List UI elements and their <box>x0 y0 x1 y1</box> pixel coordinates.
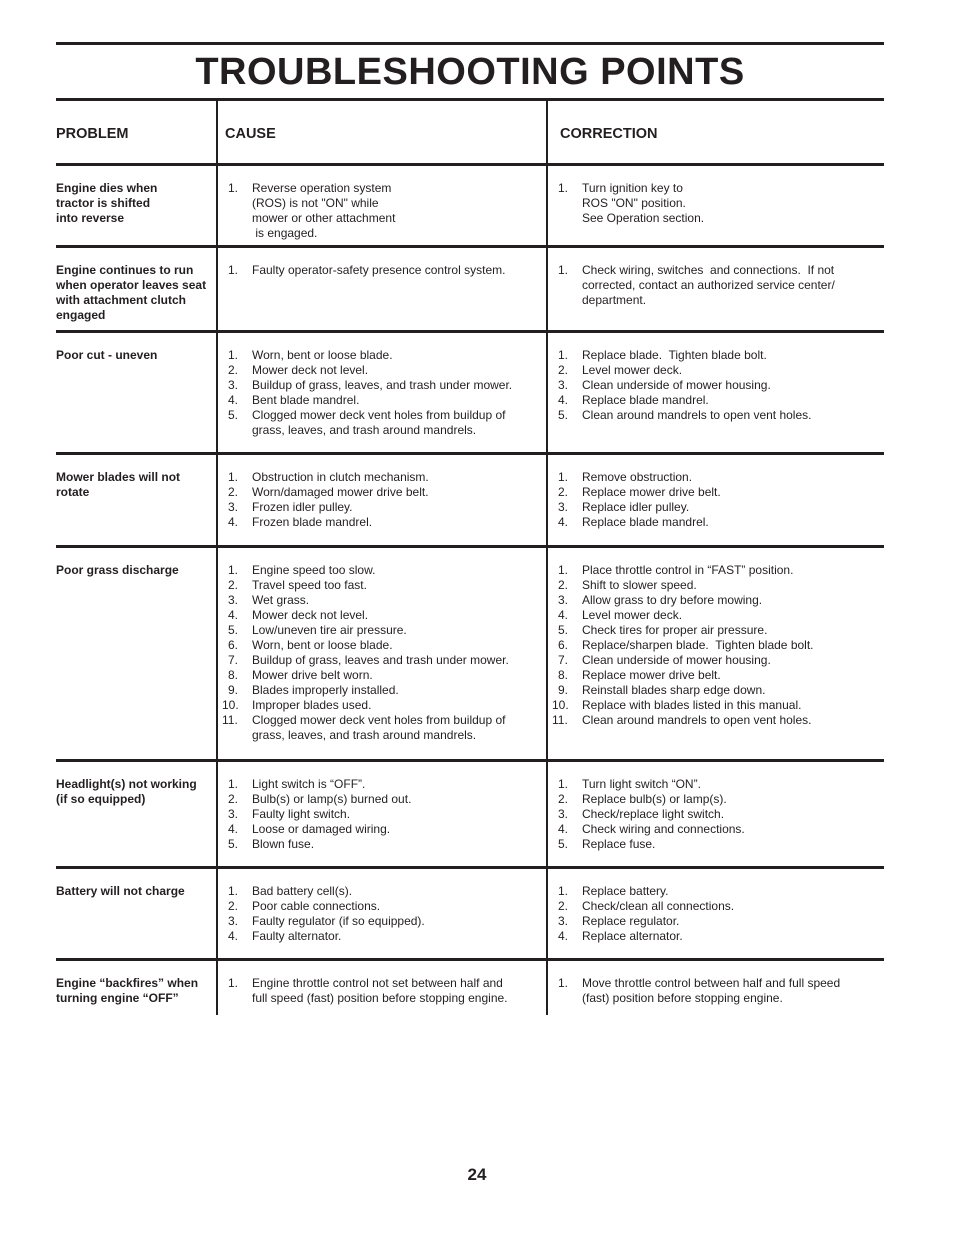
item-number: 6. <box>558 638 569 652</box>
item-text: Check wiring and connections. <box>582 822 745 836</box>
item-number: 1. <box>228 348 239 362</box>
cause-item <box>222 363 540 378</box>
item-text: Replace alternator. <box>582 929 683 943</box>
correction-item <box>552 899 880 914</box>
correction-item <box>552 713 880 728</box>
item-number: 4. <box>228 515 239 529</box>
item-text: Mower drive belt worn. <box>252 668 373 682</box>
item-text: Frozen blade mandrel. <box>252 515 373 529</box>
correction-item <box>552 668 880 683</box>
cause-cell-list <box>222 263 540 278</box>
item-text: Replace mower drive belt. <box>582 668 721 682</box>
item-text: Clean around mandrels to open vent holes. <box>582 713 812 727</box>
item-text: Worn, bent or loose blade. <box>252 638 393 652</box>
item-number: 8. <box>228 668 239 682</box>
item-text: Improper blades used. <box>252 698 372 712</box>
correction-item <box>552 623 880 638</box>
correction-cell-list <box>552 976 880 1006</box>
cause-item <box>222 653 540 668</box>
correction-item <box>552 593 880 608</box>
item-number: 3. <box>558 593 569 607</box>
item-number: 2. <box>228 578 239 592</box>
problem-cell <box>56 961 216 1015</box>
table-header-row <box>56 98 884 166</box>
item-number: 2. <box>228 899 239 913</box>
item-text: Replace blade mandrel. <box>582 393 709 407</box>
item-number: 3. <box>558 378 569 392</box>
cause-item <box>222 837 540 852</box>
cause-item <box>222 608 540 623</box>
page-title: TROUBLESHOOTING POINTS <box>195 51 745 93</box>
item-text: Faulty regulator (if so equipped). <box>252 914 425 928</box>
cause-cell-list <box>222 976 540 1006</box>
correction-cell <box>548 333 884 452</box>
item-number: 11. <box>552 713 568 727</box>
table-row <box>56 869 884 961</box>
item-text: Faulty alternator. <box>252 929 342 943</box>
correction-item <box>552 837 880 852</box>
item-text: Replace bulb(s) or lamp(s). <box>582 792 727 806</box>
cause-item <box>222 976 540 1006</box>
item-number: 3. <box>228 593 239 607</box>
correction-item <box>552 807 880 822</box>
item-text: Wet grass. <box>252 593 310 607</box>
problem-cell <box>56 248 216 330</box>
item-text: Buildup of grass, leaves and trash under mower. <box>252 653 509 667</box>
cause-item <box>222 713 540 743</box>
cause-item <box>222 638 540 653</box>
correction-cell <box>548 166 884 245</box>
item-number: 8. <box>558 668 569 682</box>
item-number: 5. <box>228 837 239 851</box>
item-number: 2. <box>228 363 239 377</box>
problem-cell <box>56 548 216 759</box>
item-number: 2. <box>228 792 239 806</box>
correction-cell <box>548 961 884 1015</box>
correction-cell-list <box>552 470 880 530</box>
item-text: Clean underside of mower housing. <box>582 653 771 667</box>
item-number: 2. <box>558 363 569 377</box>
item-number: 1. <box>558 181 569 195</box>
cause-cell <box>216 248 548 330</box>
item-text: Mower deck not level. <box>252 608 369 622</box>
problem-cell <box>56 333 216 452</box>
correction-cell-list <box>552 777 880 852</box>
item-number: 1. <box>228 181 239 195</box>
item-number: 1. <box>558 563 569 577</box>
item-number: 2. <box>558 578 569 592</box>
correction-item <box>552 914 880 929</box>
item-number: 1. <box>558 470 569 484</box>
item-number: 1. <box>558 976 569 990</box>
correction-item <box>552 470 880 485</box>
cause-cell <box>216 333 548 452</box>
item-number: 1. <box>558 884 569 898</box>
cause-item <box>222 623 540 638</box>
cause-item <box>222 884 540 899</box>
item-text: Engine throttle control not set between half and full speed (fast) position before stopping engine. <box>252 976 508 1005</box>
cause-item <box>222 807 540 822</box>
item-number: 9. <box>558 683 569 697</box>
correction-item <box>552 515 880 530</box>
cause-item <box>222 515 540 530</box>
item-text: Buildup of grass, leaves, and trash under mower. <box>252 378 513 392</box>
item-number: 4. <box>558 515 569 529</box>
correction-item <box>552 683 880 698</box>
problem-text: Mower blades will not rotate <box>56 470 181 499</box>
item-number: 1. <box>228 563 239 577</box>
item-text: Loose or damaged wiring. <box>252 822 391 836</box>
problem-text: Engine dies when tractor is shifted into reverse <box>56 181 158 225</box>
item-text: Remove obstruction. <box>582 470 693 484</box>
cause-item <box>222 181 540 241</box>
item-text: Turn ignition key to ROS "ON" position. See Operation section. <box>582 181 705 225</box>
item-number: 6. <box>228 638 239 652</box>
item-number: 2. <box>558 899 569 913</box>
item-text: Replace/sharpen blade. Tighten blade bolt. <box>582 638 814 652</box>
cause-item <box>222 485 540 500</box>
correction-item <box>552 884 880 899</box>
correction-cell <box>548 548 884 759</box>
cause-cell <box>216 166 548 245</box>
item-number: 1. <box>558 263 569 277</box>
correction-item <box>552 578 880 593</box>
cause-item <box>222 822 540 837</box>
correction-item <box>552 500 880 515</box>
correction-item <box>552 563 880 578</box>
item-number: 3. <box>228 378 239 392</box>
table-row <box>56 762 884 869</box>
cause-item <box>222 393 540 408</box>
item-number: 4. <box>558 393 569 407</box>
correction-item <box>552 393 880 408</box>
item-text: Level mower deck. <box>582 363 683 377</box>
correction-item <box>552 929 880 944</box>
header-cause: CAUSE <box>216 101 548 163</box>
item-number: 1. <box>228 263 239 277</box>
item-text: Low/uneven tire air pressure. <box>252 623 407 637</box>
cause-item <box>222 578 540 593</box>
problem-text: Headlight(s) not working (if so equipped) <box>56 777 197 806</box>
item-text: Light switch is “OFF”. <box>252 777 366 791</box>
cause-item <box>222 668 540 683</box>
table-row <box>56 548 884 762</box>
item-text: Check/clean all connections. <box>582 899 735 913</box>
item-text: Level mower deck. <box>582 608 683 622</box>
item-number: 1. <box>228 884 239 898</box>
correction-item <box>552 485 880 500</box>
item-text: Worn/damaged mower drive belt. <box>252 485 429 499</box>
problem-text: Battery will not charge <box>56 884 185 898</box>
troubleshooting-table <box>56 98 884 1015</box>
item-number: 1. <box>228 777 239 791</box>
problem-cell <box>56 762 216 866</box>
item-number: 1. <box>558 348 569 362</box>
problem-cell <box>56 166 216 245</box>
correction-item <box>552 638 880 653</box>
correction-cell-list <box>552 348 880 423</box>
item-text: Reverse operation system (ROS) is not "ON" while mower or other attachment is engaged. <box>252 181 396 240</box>
item-number: 4. <box>228 608 239 622</box>
cause-item <box>222 899 540 914</box>
item-number: 7. <box>558 653 569 667</box>
header-correction: CORRECTION <box>560 126 658 142</box>
correction-cell <box>548 248 884 330</box>
item-text: Move throttle control between half and full speed (fast) position before stopping engine. <box>582 976 841 1005</box>
cause-cell-list <box>222 470 540 530</box>
cause-cell-list <box>222 563 540 743</box>
correction-item <box>552 822 880 837</box>
problem-cell <box>56 869 216 958</box>
item-text: Obstruction in clutch mechanism. <box>252 470 429 484</box>
cause-cell-list <box>222 777 540 852</box>
item-number: 7. <box>228 653 239 667</box>
title-top-rule <box>56 42 884 45</box>
item-text: Check tires for proper air pressure. <box>582 623 768 637</box>
item-number: 3. <box>558 500 569 514</box>
item-number: 2. <box>558 485 569 499</box>
item-number: 4. <box>228 393 239 407</box>
correction-item <box>552 408 880 423</box>
correction-item <box>552 698 880 713</box>
item-text: Worn, bent or loose blade. <box>252 348 393 362</box>
item-text: Check/replace light switch. <box>582 807 725 821</box>
cause-cell-list <box>222 181 540 241</box>
cause-cell <box>216 869 548 958</box>
item-number: 3. <box>558 914 569 928</box>
item-text: Mower deck not level. <box>252 363 369 377</box>
table-row <box>56 961 884 1015</box>
cause-item <box>222 563 540 578</box>
cause-cell <box>216 455 548 545</box>
item-text: Frozen idler pulley. <box>252 500 353 514</box>
cause-item <box>222 777 540 792</box>
item-text: Bulb(s) or lamp(s) burned out. <box>252 792 412 806</box>
item-number: 2. <box>558 792 569 806</box>
cause-cell <box>216 961 548 1015</box>
cause-item <box>222 914 540 929</box>
cause-item <box>222 263 540 278</box>
cause-item <box>222 408 540 438</box>
item-number: 2. <box>228 485 239 499</box>
item-number: 5. <box>558 623 569 637</box>
correction-cell <box>548 455 884 545</box>
problem-text: Poor grass discharge <box>56 563 179 577</box>
table-row <box>56 455 884 548</box>
item-number: 5. <box>228 408 239 422</box>
correction-item <box>552 181 880 226</box>
item-text: Clogged mower deck vent holes from buildup of grass, leaves, and trash around mandrels. <box>252 408 506 437</box>
correction-item <box>552 976 880 1006</box>
cause-item <box>222 348 540 363</box>
item-number: 4. <box>558 822 569 836</box>
cause-item <box>222 929 540 944</box>
item-number: 4. <box>228 822 239 836</box>
item-number: 4. <box>558 608 569 622</box>
correction-cell-list <box>552 884 880 944</box>
item-number: 3. <box>228 807 239 821</box>
item-number: 5. <box>558 408 569 422</box>
item-text: Clean underside of mower housing. <box>582 378 771 392</box>
item-text: Replace mower drive belt. <box>582 485 721 499</box>
correction-item <box>552 792 880 807</box>
item-text: Bent blade mandrel. <box>252 393 360 407</box>
table-row <box>56 166 884 248</box>
cause-cell-list <box>222 884 540 944</box>
item-number: 1. <box>558 777 569 791</box>
item-text: Allow grass to dry before mowing. <box>582 593 763 607</box>
problem-text: Poor cut - uneven <box>56 348 158 362</box>
correction-item <box>552 263 880 308</box>
item-text: Replace idler pulley. <box>582 500 690 514</box>
cause-item <box>222 698 540 713</box>
item-number: 4. <box>228 929 239 943</box>
item-number: 3. <box>228 500 239 514</box>
header-problem: PROBLEM <box>56 126 129 142</box>
problem-text: Engine continues to run when operator leaves seat with attachment clutch engaged <box>56 263 207 322</box>
item-text: Travel speed too fast. <box>252 578 367 592</box>
cause-item <box>222 500 540 515</box>
item-number: 5. <box>558 837 569 851</box>
table-row <box>56 248 884 333</box>
item-text: Reinstall blades sharp edge down. <box>582 683 766 697</box>
item-text: Replace blade. Tighten blade bolt. <box>582 348 767 362</box>
item-text: Replace with blades listed in this manual. <box>582 698 802 712</box>
cause-item <box>222 378 540 393</box>
item-number: 3. <box>558 807 569 821</box>
correction-cell-list <box>552 563 880 728</box>
correction-cell-list <box>552 181 880 226</box>
item-text: Turn light switch “ON”. <box>582 777 701 791</box>
item-number: 3. <box>228 914 239 928</box>
item-text: Blown fuse. <box>252 837 315 851</box>
correction-item <box>552 363 880 378</box>
cause-cell-list <box>222 348 540 438</box>
cause-item <box>222 470 540 485</box>
cause-item <box>222 683 540 698</box>
item-text: Faulty light switch. <box>252 807 351 821</box>
item-number: 10. <box>552 698 569 712</box>
item-text: Engine speed too slow. <box>252 563 376 577</box>
item-text: Shift to slower speed. <box>582 578 697 592</box>
cause-item <box>222 792 540 807</box>
correction-cell-list <box>552 263 880 308</box>
table-body <box>56 166 884 1015</box>
item-text: Bad battery cell(s). <box>252 884 353 898</box>
problem-text: Engine “backfires” when turning engine “OFF” <box>56 976 199 1005</box>
cause-item <box>222 593 540 608</box>
item-number: 4. <box>558 929 569 943</box>
problem-cell <box>56 455 216 545</box>
correction-item <box>552 608 880 623</box>
item-number: 11. <box>222 713 238 727</box>
correction-item <box>552 777 880 792</box>
item-number: 10. <box>222 698 239 712</box>
correction-item <box>552 378 880 393</box>
item-number: 1. <box>228 976 239 990</box>
item-text: Replace battery. <box>582 884 669 898</box>
cause-cell <box>216 548 548 759</box>
correction-cell <box>548 869 884 958</box>
correction-cell <box>548 762 884 866</box>
item-number: 5. <box>228 623 239 637</box>
correction-item <box>552 348 880 363</box>
correction-item <box>552 653 880 668</box>
table-row <box>56 333 884 455</box>
item-text: Replace blade mandrel. <box>582 515 709 529</box>
item-number: 9. <box>228 683 239 697</box>
item-text: Blades improperly installed. <box>252 683 399 697</box>
item-text: Replace regulator. <box>582 914 680 928</box>
item-text: Clean around mandrels to open vent holes. <box>582 408 812 422</box>
item-number: 1. <box>228 470 239 484</box>
item-text: Clogged mower deck vent holes from buildup of grass, leaves, and trash around mandrels. <box>252 713 506 742</box>
cause-cell <box>216 762 548 866</box>
item-text: Faulty operator-safety presence control system. <box>252 263 506 277</box>
item-text: Replace fuse. <box>582 837 656 851</box>
item-text: Check wiring, switches and connections. If not corrected, contact an authorized service center/ department. <box>582 263 835 307</box>
page-number: 24 <box>467 1165 487 1184</box>
item-text: Poor cable connections. <box>252 899 381 913</box>
item-text: Place throttle control in “FAST” position. <box>582 563 794 577</box>
